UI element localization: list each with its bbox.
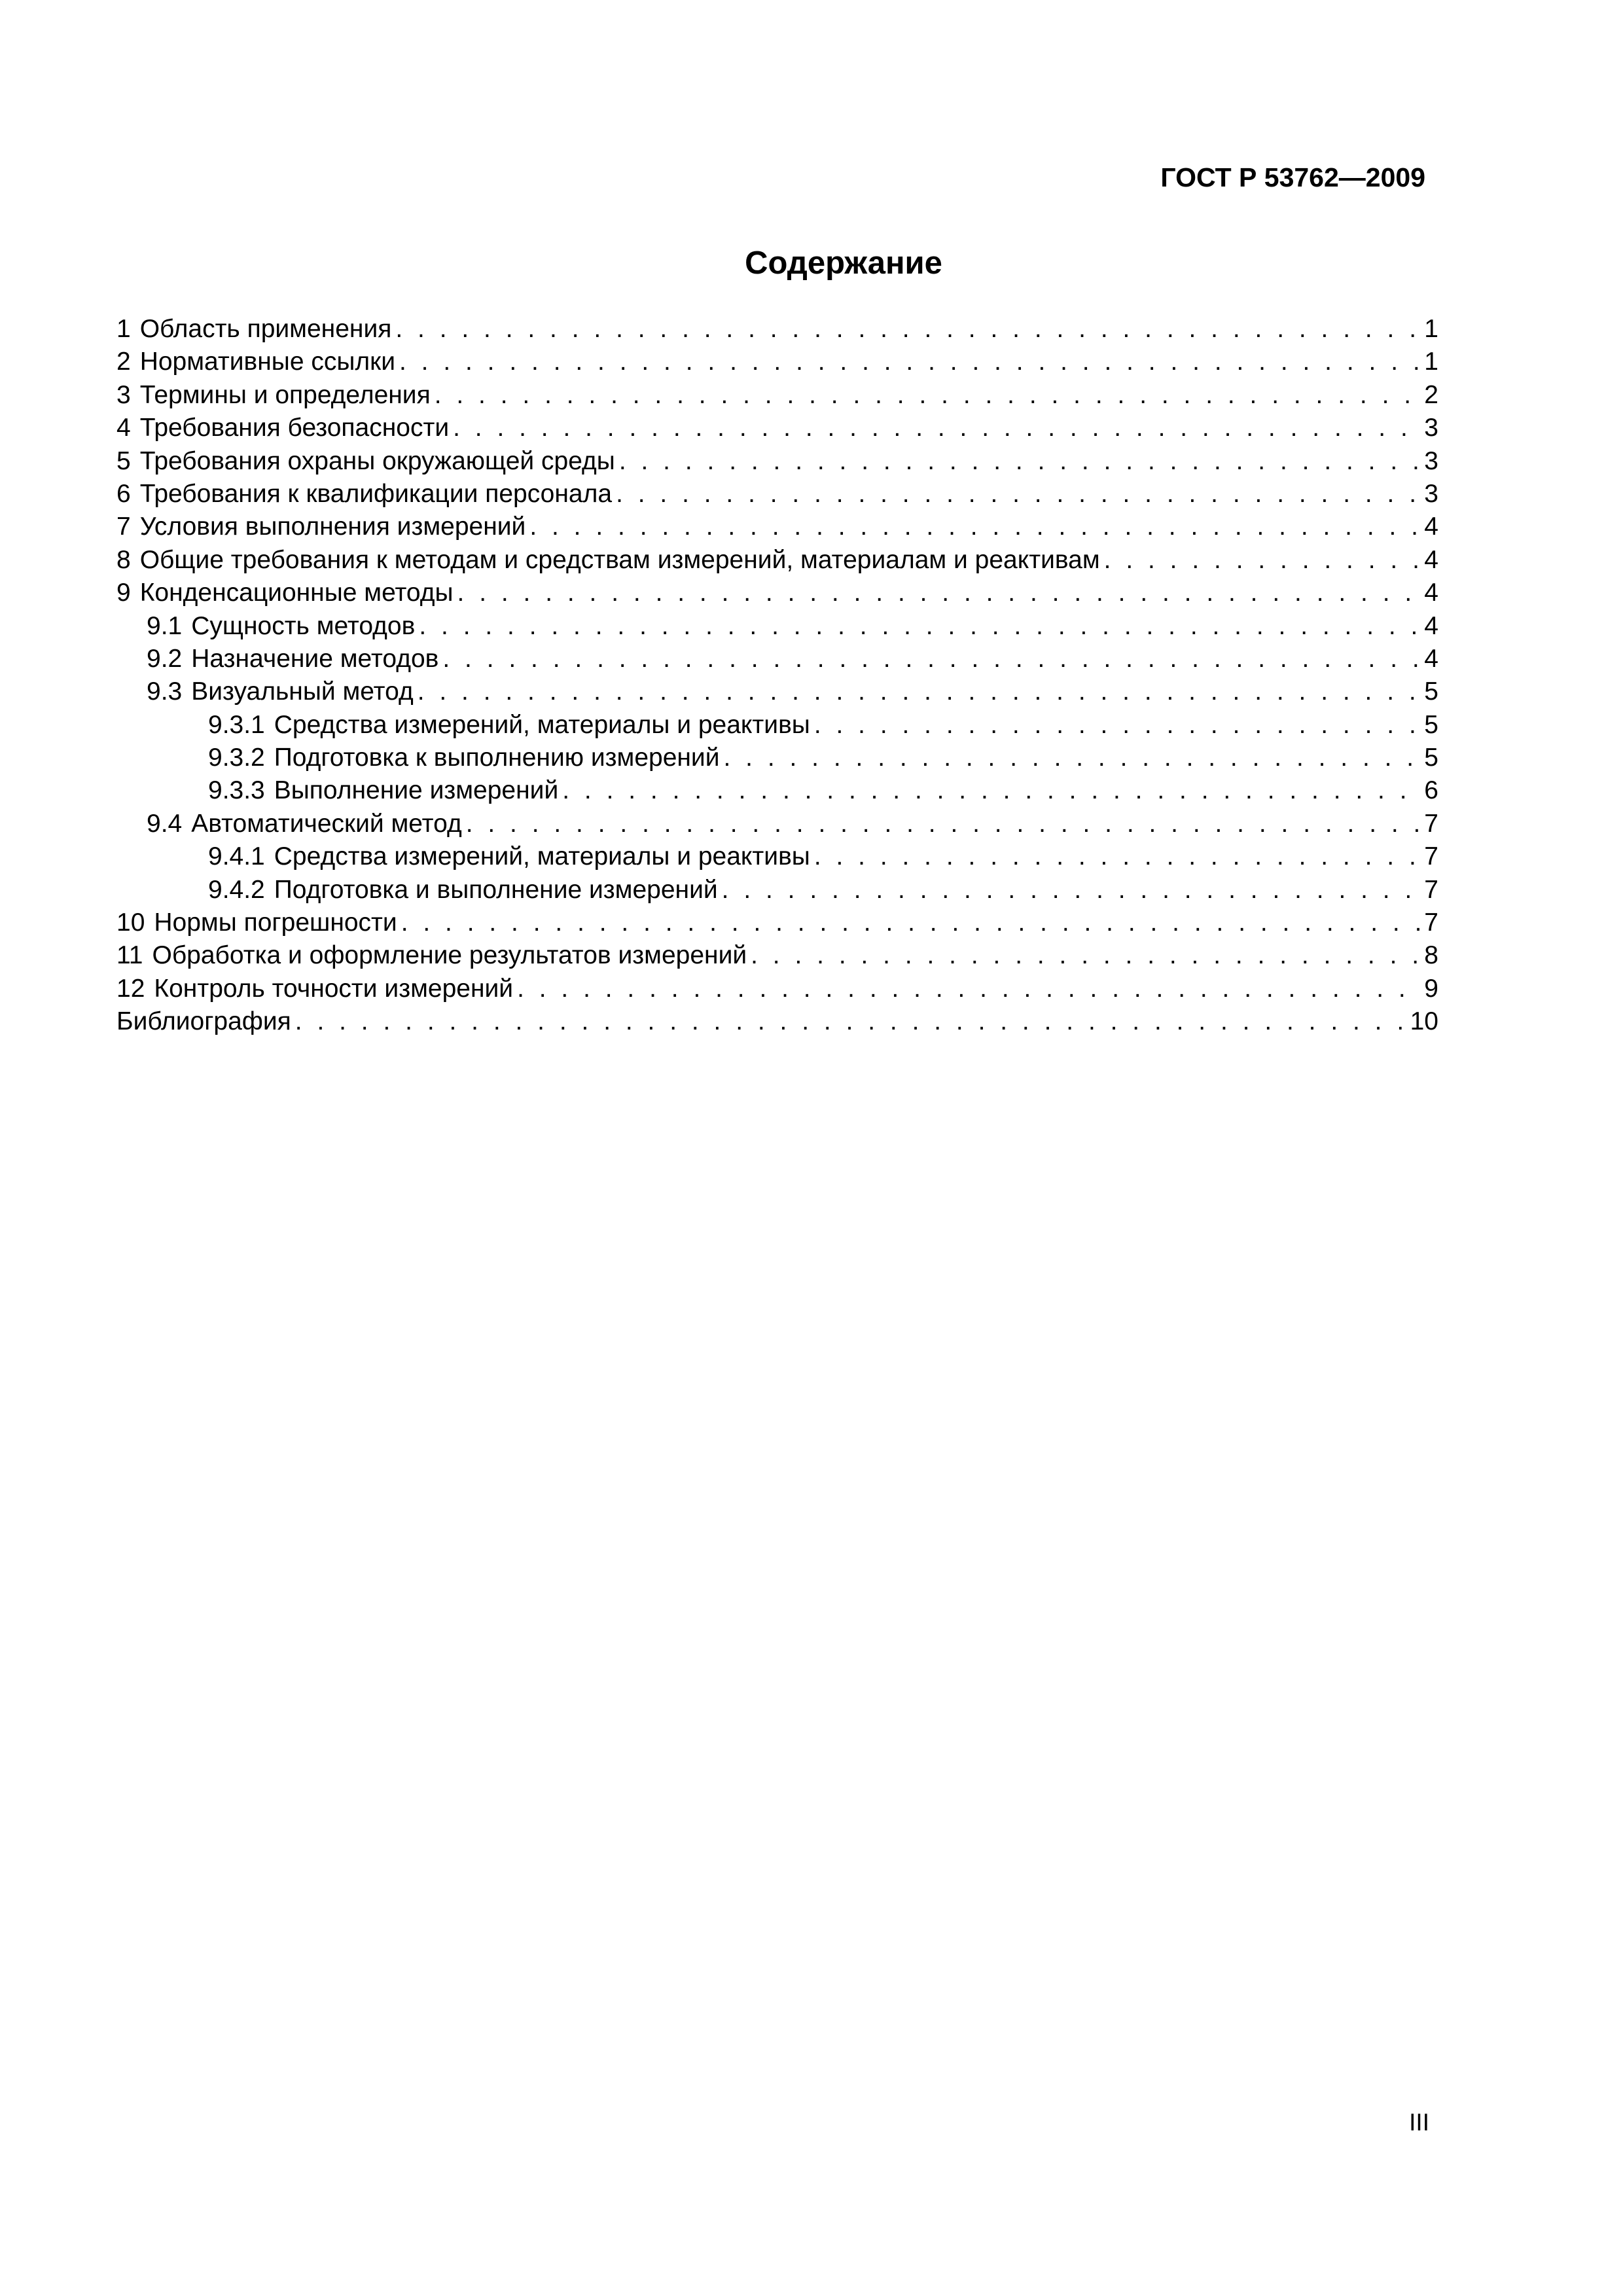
toc-entry-page: 2 <box>1424 380 1438 409</box>
toc-dot-leader <box>435 379 1423 412</box>
toc-entry-page: 5 <box>1424 744 1438 772</box>
toc-entry[interactable] <box>116 709 1438 742</box>
toc-entry[interactable] <box>116 939 1438 972</box>
toc-entry-page: 4 <box>1424 512 1438 541</box>
toc-entry-page: 3 <box>1424 414 1438 442</box>
toc-entry-number: 9.3 <box>147 677 183 706</box>
toc-entry-number: 10 <box>116 908 145 937</box>
toc-entry[interactable] <box>116 643 1438 675</box>
toc-entry-label: Термины и определения <box>139 380 431 409</box>
toc-entry-number: 9.4.1 <box>208 842 265 871</box>
toc-entry-number: 9.4.2 <box>208 875 265 904</box>
toc-dot-leader <box>1104 544 1423 577</box>
toc-entry-number: 7 <box>116 512 131 541</box>
toc-entry[interactable] <box>116 808 1438 840</box>
toc-entry[interactable] <box>116 445 1438 478</box>
toc-entry-label: Выполнение измерений <box>274 776 559 805</box>
toc-entry-label: Автоматический метод <box>191 809 462 838</box>
toc-dot-leader <box>619 445 1423 478</box>
toc-entry-page: 8 <box>1424 941 1438 970</box>
toc-dot-leader <box>399 346 1423 378</box>
toc-entry-number: 12 <box>116 974 145 1003</box>
toc-entry[interactable] <box>116 379 1438 412</box>
toc-entry-label: Назначение методов <box>191 644 439 673</box>
toc-dot-leader <box>418 675 1423 708</box>
toc-dot-leader <box>395 313 1423 346</box>
toc-entry-page: 4 <box>1424 611 1438 640</box>
toc-entry-number: 4 <box>116 414 131 442</box>
table-of-contents <box>116 313 1438 1039</box>
toc-entry-label: Средства измерений, материалы и реактивы <box>274 710 810 739</box>
toc-dot-leader <box>814 840 1423 873</box>
toc-entry-label: Требования охраны окружающей среды <box>139 446 615 475</box>
toc-entry-label: Нормы погрешности <box>154 908 397 937</box>
toc-entry[interactable] <box>116 544 1438 577</box>
toc-entry[interactable] <box>116 577 1438 609</box>
toc-entry-label: Визуальный метод <box>191 677 414 706</box>
toc-entry-number: 9.4 <box>147 809 183 838</box>
toc-entry-number: 2 <box>116 348 131 376</box>
toc-entry-bibliography[interactable] <box>116 1005 1438 1038</box>
toc-entry-label: Обработка и оформление результатов измерений <box>152 941 747 970</box>
toc-dot-leader <box>814 709 1423 742</box>
toc-entry-page: 5 <box>1424 677 1438 706</box>
toc-entry-page: 9 <box>1424 974 1438 1003</box>
toc-entry-page: 7 <box>1424 908 1438 937</box>
toc-entry-number: 8 <box>116 545 131 574</box>
toc-entry-page: 3 <box>1424 479 1438 508</box>
toc-entry[interactable] <box>116 478 1438 511</box>
toc-entry[interactable] <box>116 675 1438 708</box>
page-number: III <box>1409 2109 1429 2136</box>
toc-entry-number: 9.3.3 <box>208 776 265 805</box>
toc-entry-page: 7 <box>1424 809 1438 838</box>
toc-entry-page: 5 <box>1424 710 1438 739</box>
toc-dot-leader <box>529 511 1423 543</box>
toc-entry-page: 7 <box>1424 842 1438 871</box>
toc-entry-page: 4 <box>1424 579 1438 607</box>
toc-entry-number: 9.2 <box>147 644 183 673</box>
toc-dot-leader <box>453 412 1423 444</box>
toc-entry[interactable] <box>116 874 1438 906</box>
toc-entry[interactable] <box>116 313 1438 346</box>
toc-dot-leader <box>295 1005 1409 1038</box>
toc-dot-leader <box>751 939 1423 972</box>
toc-dot-leader <box>562 774 1423 807</box>
toc-entry-label: Средства измерений, материалы и реактивы <box>274 842 810 871</box>
toc-entry-number: 1 <box>116 315 131 343</box>
toc-dot-leader <box>724 742 1423 774</box>
toc-entry[interactable] <box>116 840 1438 873</box>
toc-entry[interactable] <box>116 412 1438 444</box>
toc-entry-label: Подготовка к выполнению измерений <box>274 744 720 772</box>
toc-dot-leader <box>616 478 1423 511</box>
toc-entry-number: 9.3.2 <box>208 744 265 772</box>
toc-entry-number: 9.3.1 <box>208 710 265 739</box>
toc-entry-page: 10 <box>1410 1007 1438 1036</box>
toc-entry[interactable] <box>116 742 1438 774</box>
toc-entry-number: 11 <box>116 941 143 970</box>
toc-entry-page: 1 <box>1424 348 1438 376</box>
toc-entry[interactable] <box>116 610 1438 643</box>
toc-entry-number: 3 <box>116 380 131 409</box>
toc-entry-label: Подготовка и выполнение измерений <box>274 875 718 904</box>
toc-entry[interactable] <box>116 973 1438 1005</box>
toc-dot-leader <box>457 577 1423 609</box>
toc-entry-label: Библиография <box>116 1007 291 1036</box>
toc-entry-label: Область применения <box>139 315 392 343</box>
toc-entry[interactable] <box>116 346 1438 378</box>
toc-title: Содержание <box>745 245 942 281</box>
toc-entry-number: 9.1 <box>147 611 183 640</box>
toc-dot-leader <box>419 610 1423 643</box>
toc-dot-leader <box>722 874 1423 906</box>
toc-entry-page: 7 <box>1424 875 1438 904</box>
toc-entry-number: 6 <box>116 479 131 508</box>
toc-entry-number: 5 <box>116 446 131 475</box>
toc-entry-label: Сущность методов <box>191 611 416 640</box>
toc-entry-page: 3 <box>1424 446 1438 475</box>
document-code: ГОСТ Р 53762—2009 <box>1160 162 1425 192</box>
toc-entry-number: 9 <box>116 579 131 607</box>
toc-entry-page: 6 <box>1424 776 1438 805</box>
toc-entry-label: Условия выполнения измерений <box>139 512 526 541</box>
toc-entry-label: Общие требования к методам и средствам измерений, материалам и реактивам <box>139 545 1100 574</box>
toc-entry[interactable] <box>116 511 1438 543</box>
toc-entry-page: 4 <box>1424 644 1438 673</box>
toc-dot-leader <box>442 643 1423 675</box>
toc-dot-leader <box>517 973 1423 1005</box>
toc-entry-label: Контроль точности измерений <box>154 974 514 1003</box>
toc-entry-label: Требования безопасности <box>139 414 450 442</box>
toc-entry-label: Конденсационные методы <box>139 579 454 607</box>
toc-dot-leader <box>401 906 1423 939</box>
toc-entry[interactable] <box>116 774 1438 807</box>
toc-entry[interactable] <box>116 906 1438 939</box>
toc-dot-leader <box>466 808 1423 840</box>
toc-entry-page: 1 <box>1424 315 1438 343</box>
toc-entry-label: Требования к квалификации персонала <box>139 479 613 508</box>
toc-entry-label: Нормативные ссылки <box>139 348 395 376</box>
toc-entry-page: 4 <box>1424 545 1438 574</box>
